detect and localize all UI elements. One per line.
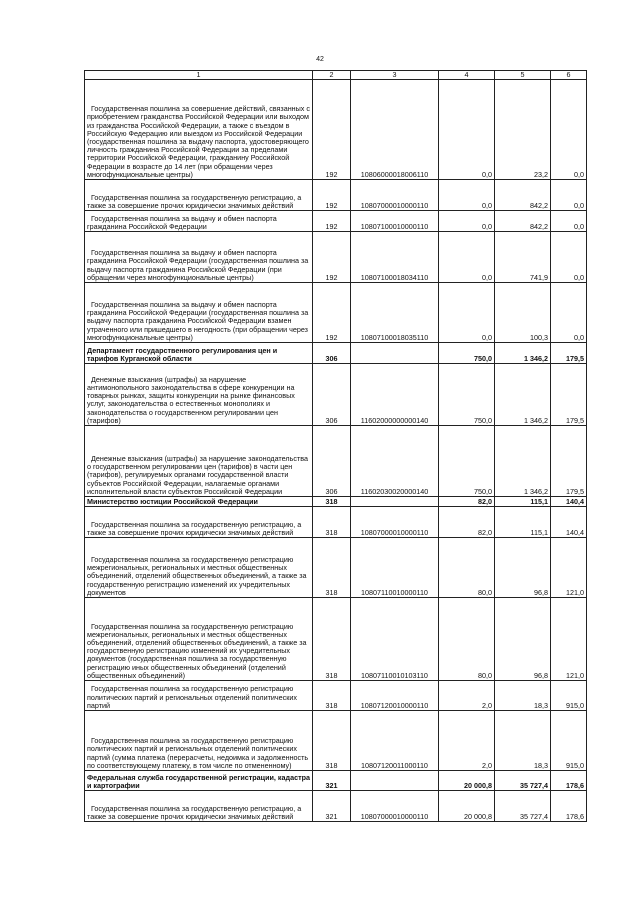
row-name-cell: Государственная пошлина за государственную регистрацию межрегиональных, региональных и местных общественных объединений, отделений общественных объединений, а также за государственную регистрацию изменений их учредительных документов	[85, 538, 313, 598]
plan-amount-cell: 2,0	[439, 681, 495, 711]
row-name-cell: Государственная пошлина за государственную регистрацию межрегиональных, региональных и местных общественных объединений, отделений общественных объединений, а также за государственную регистрацию изменений их учредительных документов (государственная пошлина за государственную регистрацию иных общественных объединений (отделений общественных объединений)	[85, 598, 313, 681]
admin-code-cell: 192	[313, 180, 351, 211]
column-header: 2	[313, 71, 351, 80]
plan-amount-cell: 20 000,8	[439, 791, 495, 822]
revenue-table	[84, 70, 587, 822]
actual-amount-cell: 23,2	[495, 80, 551, 180]
percent-cell: 140,4	[551, 497, 587, 507]
budget-code-cell: 10807110010000110	[351, 538, 439, 598]
table-body	[85, 80, 587, 822]
percent-cell: 178,6	[551, 791, 587, 822]
percent-cell: 179,5	[551, 426, 587, 497]
column-header: 4	[439, 71, 495, 80]
column-header: 5	[495, 71, 551, 80]
row-name-cell: Департамент государственного регулирования цен и тарифов Курганской области	[85, 343, 313, 364]
actual-amount-cell: 1 346,2	[495, 364, 551, 426]
budget-code-cell	[351, 497, 439, 507]
table-row	[85, 598, 587, 681]
table-row	[85, 80, 587, 180]
actual-amount-cell: 18,3	[495, 681, 551, 711]
actual-amount-cell: 842,2	[495, 211, 551, 232]
table-row	[85, 364, 587, 426]
actual-amount-cell: 96,8	[495, 538, 551, 598]
row-name-cell: Министерство юстиции Российской Федерации	[85, 497, 313, 507]
percent-cell: 915,0	[551, 681, 587, 711]
actual-amount-cell: 1 346,2	[495, 343, 551, 364]
percent-cell: 140,4	[551, 507, 587, 538]
plan-amount-cell: 0,0	[439, 180, 495, 211]
admin-code-cell: 192	[313, 232, 351, 283]
budget-code-cell	[351, 343, 439, 364]
table-row	[85, 343, 587, 364]
table-row	[85, 791, 587, 822]
table-row	[85, 283, 587, 343]
table-row	[85, 232, 587, 283]
percent-cell: 178,6	[551, 771, 587, 791]
row-name-cell: Денежные взыскания (штрафы) за нарушение законодательства о государственном регулировании цен (тарифов) в части цен (тарифов), регулируемых органами государственной власти субъектов Российской Федерации, налагаемые органами исполнительной власти субъектов Российской Федерации	[85, 426, 313, 497]
actual-amount-cell: 35 727,4	[495, 771, 551, 791]
table-row	[85, 180, 587, 211]
actual-amount-cell: 115,1	[495, 497, 551, 507]
table-row	[85, 426, 587, 497]
percent-cell: 179,5	[551, 364, 587, 426]
budget-code-cell: 10807120010000110	[351, 681, 439, 711]
table-row	[85, 497, 587, 507]
table-row	[85, 681, 587, 711]
table-row	[85, 211, 587, 232]
actual-amount-cell: 96,8	[495, 598, 551, 681]
plan-amount-cell: 0,0	[439, 283, 495, 343]
admin-code-cell: 321	[313, 791, 351, 822]
plan-amount-cell: 0,0	[439, 80, 495, 180]
table-row	[85, 507, 587, 538]
budget-code-cell: 10807000010000110	[351, 180, 439, 211]
actual-amount-cell: 100,3	[495, 283, 551, 343]
admin-code-cell: 318	[313, 711, 351, 771]
budget-code-cell: 10807110010103110	[351, 598, 439, 681]
row-name-cell: Федеральная служба государственной регистрации, кадастра и картографии	[85, 771, 313, 791]
admin-code-cell: 192	[313, 211, 351, 232]
plan-amount-cell: 750,0	[439, 426, 495, 497]
budget-code-cell: 10807000010000110	[351, 791, 439, 822]
admin-code-cell: 318	[313, 598, 351, 681]
admin-code-cell: 192	[313, 283, 351, 343]
budget-code-cell: 10807120011000110	[351, 711, 439, 771]
budget-code-cell: 10807100018034110	[351, 232, 439, 283]
plan-amount-cell: 80,0	[439, 538, 495, 598]
budget-code-cell: 10807100010000110	[351, 211, 439, 232]
budget-code-cell: 11602000000000140	[351, 364, 439, 426]
percent-cell: 0,0	[551, 283, 587, 343]
row-name-cell: Государственная пошлина за выдачу и обмен паспорта гражданина Российской Федерации (государственная пошлина за выдачу паспорта гражданина Российской Федерации взамен утраченного или пришедшего в негодность (при обращении через многофункциональные центры)	[85, 283, 313, 343]
percent-cell: 121,0	[551, 598, 587, 681]
row-name-cell: Денежные взыскания (штрафы) за нарушение антимонопольного законодательства в сфере конкуренции на товарных рынках, защиты конкуренции на рынке финансовых услуг, законодательства о естественных монополиях и законодательства о государственном регулировании цен (тарифов)	[85, 364, 313, 426]
row-name-cell: Государственная пошлина за выдачу и обмен паспорта гражданина Российской Федерации (государственная пошлина за выдачу паспорта гражданина Российской Федерации (при обращении через многофункциональные центры)	[85, 232, 313, 283]
actual-amount-cell: 1 346,2	[495, 426, 551, 497]
admin-code-cell: 318	[313, 538, 351, 598]
percent-cell: 915,0	[551, 711, 587, 771]
plan-amount-cell: 0,0	[439, 211, 495, 232]
row-name-cell: Государственная пошлина за выдачу и обмен паспорта гражданина Российской Федерации	[85, 211, 313, 232]
admin-code-cell: 318	[313, 681, 351, 711]
column-header: 1	[85, 71, 313, 80]
budget-code-cell: 10807000010000110	[351, 507, 439, 538]
percent-cell: 0,0	[551, 211, 587, 232]
plan-amount-cell: 0,0	[439, 232, 495, 283]
column-header: 3	[351, 71, 439, 80]
percent-cell: 0,0	[551, 80, 587, 180]
plan-amount-cell: 20 000,8	[439, 771, 495, 791]
admin-code-cell: 192	[313, 80, 351, 180]
row-name-cell: Государственная пошлина за государственную регистрацию политических партий и региональных отделений политических партий	[85, 681, 313, 711]
plan-amount-cell: 80,0	[439, 598, 495, 681]
actual-amount-cell: 115,1	[495, 507, 551, 538]
plan-amount-cell: 82,0	[439, 497, 495, 507]
table-header-row	[85, 71, 587, 80]
percent-cell: 121,0	[551, 538, 587, 598]
row-name-cell: Государственная пошлина за государственную регистрацию, а также за совершение прочих юридически значимых действий	[85, 791, 313, 822]
actual-amount-cell: 842,2	[495, 180, 551, 211]
actual-amount-cell: 741,9	[495, 232, 551, 283]
admin-code-cell: 321	[313, 771, 351, 791]
table-row	[85, 538, 587, 598]
actual-amount-cell: 18,3	[495, 711, 551, 771]
plan-amount-cell: 82,0	[439, 507, 495, 538]
plan-amount-cell: 750,0	[439, 364, 495, 426]
admin-code-cell: 318	[313, 497, 351, 507]
budget-code-cell: 11602030020000140	[351, 426, 439, 497]
admin-code-cell: 318	[313, 507, 351, 538]
table-row	[85, 771, 587, 791]
admin-code-cell: 306	[313, 343, 351, 364]
budget-code-cell: 10806000018006110	[351, 80, 439, 180]
admin-code-cell: 306	[313, 364, 351, 426]
row-name-cell: Государственная пошлина за государственную регистрацию, а также за совершение прочих юридически значимых действий	[85, 180, 313, 211]
budget-code-cell	[351, 771, 439, 791]
percent-cell: 0,0	[551, 180, 587, 211]
row-name-cell: Государственная пошлина за государственную регистрацию политических партий и региональных отделений политических партий (сумма платежа (перерасчеты, недоимка и задолженность по соответствующему платежу, в том числе по отмененному)	[85, 711, 313, 771]
admin-code-cell: 306	[313, 426, 351, 497]
budget-code-cell: 10807100018035110	[351, 283, 439, 343]
row-name-cell: Государственная пошлина за государственную регистрацию, а также за совершение прочих юридически значимых действий	[85, 507, 313, 538]
percent-cell: 179,5	[551, 343, 587, 364]
plan-amount-cell: 750,0	[439, 343, 495, 364]
page-number: 42	[316, 56, 324, 63]
column-header: 6	[551, 71, 587, 80]
plan-amount-cell: 2,0	[439, 711, 495, 771]
table-row	[85, 711, 587, 771]
actual-amount-cell: 35 727,4	[495, 791, 551, 822]
row-name-cell: Государственная пошлина за совершение действий, связанных с приобретением гражданства Российской Федерации или выходом из гражданства Российской Федерации, а также с въездом в Российскую Федерацию или выездом из Российской Федерации (государственная пошлина за выдачу паспорта, удостоверяющего личность гражданина Российской Федерации за пределами территории Российской Федерации, гражданину Российской Федерации в возрасте до 14 лет (при обращении через многофункциональные центры)	[85, 80, 313, 180]
percent-cell: 0,0	[551, 232, 587, 283]
